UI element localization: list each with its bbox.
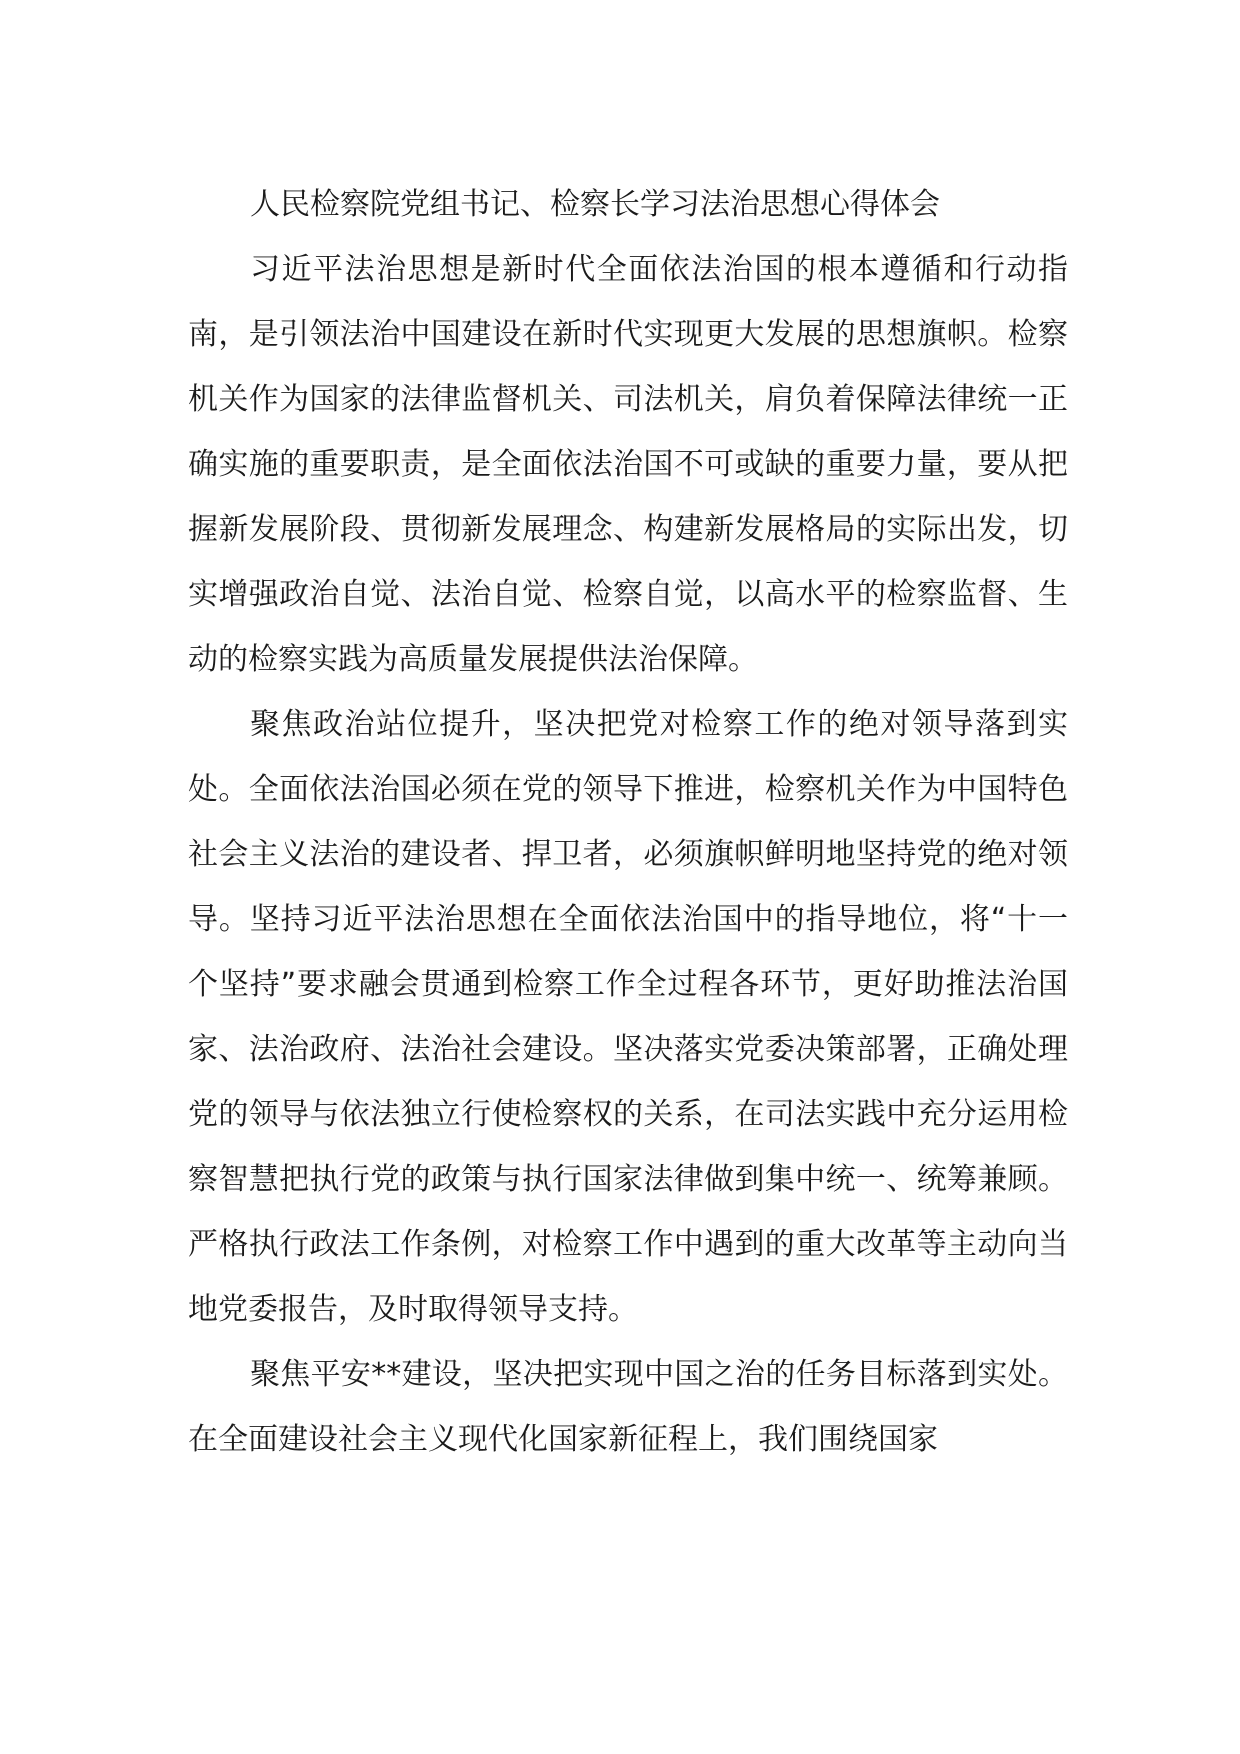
paragraph-safety-construction: 聚焦平安**建设，坚决把实现中国之治的任务目标落到实处。在全面建设社会主义现代化国家新征程上，我们围绕国家: [188, 1357, 1068, 1457]
document-body: [188, 172, 1068, 1472]
document-title: 人民检察院党组书记、检察长学习法治思想心得体会: [250, 187, 940, 222]
paragraph-political-stance: 聚焦政治站位提升，坚决把党对检察工作的绝对领导落到实处。全面依法治国必须在党的领导下推进，检察机关作为中国特色社会主义法治的建设者、捍卫者，必须旗帜鲜明地坚持党的绝对领导。坚持习近平法治思想在全面依法治国中的指导地位，将“十一个坚持”要求融会贯通到检察工作全过程各环节，更好助推法治国家、法治政府、法治社会建设。坚决落实党委决策部署，正确处理党的领导与依法独立行使检察权的关系，在司法实践中充分运用检察智慧把执行党的政策与执行国家法律做到集中统一、统筹兼顾。严格执行政法工作条例，对检察工作中遇到的重大改革等主动向当地党委报告，及时取得领导支持。: [188, 707, 1068, 1327]
paragraph-intro: 习近平法治思想是新时代全面依法治国的根本遵循和行动指南，是引领法治中国建设在新时代实现更大发展的思想旗帜。检察机关作为国家的法律监督机关、司法机关，肩负着保障法律统一正确实施的重要职责，是全面依法治国不可或缺的重要力量，要从把握新发展阶段、贯彻新发展理念、构建新发展格局的实际出发，切实增强政治自觉、法治自觉、检察自觉，以高水平的检察监督、生动的检察实践为高质量发展提供法治保障。: [188, 252, 1068, 677]
